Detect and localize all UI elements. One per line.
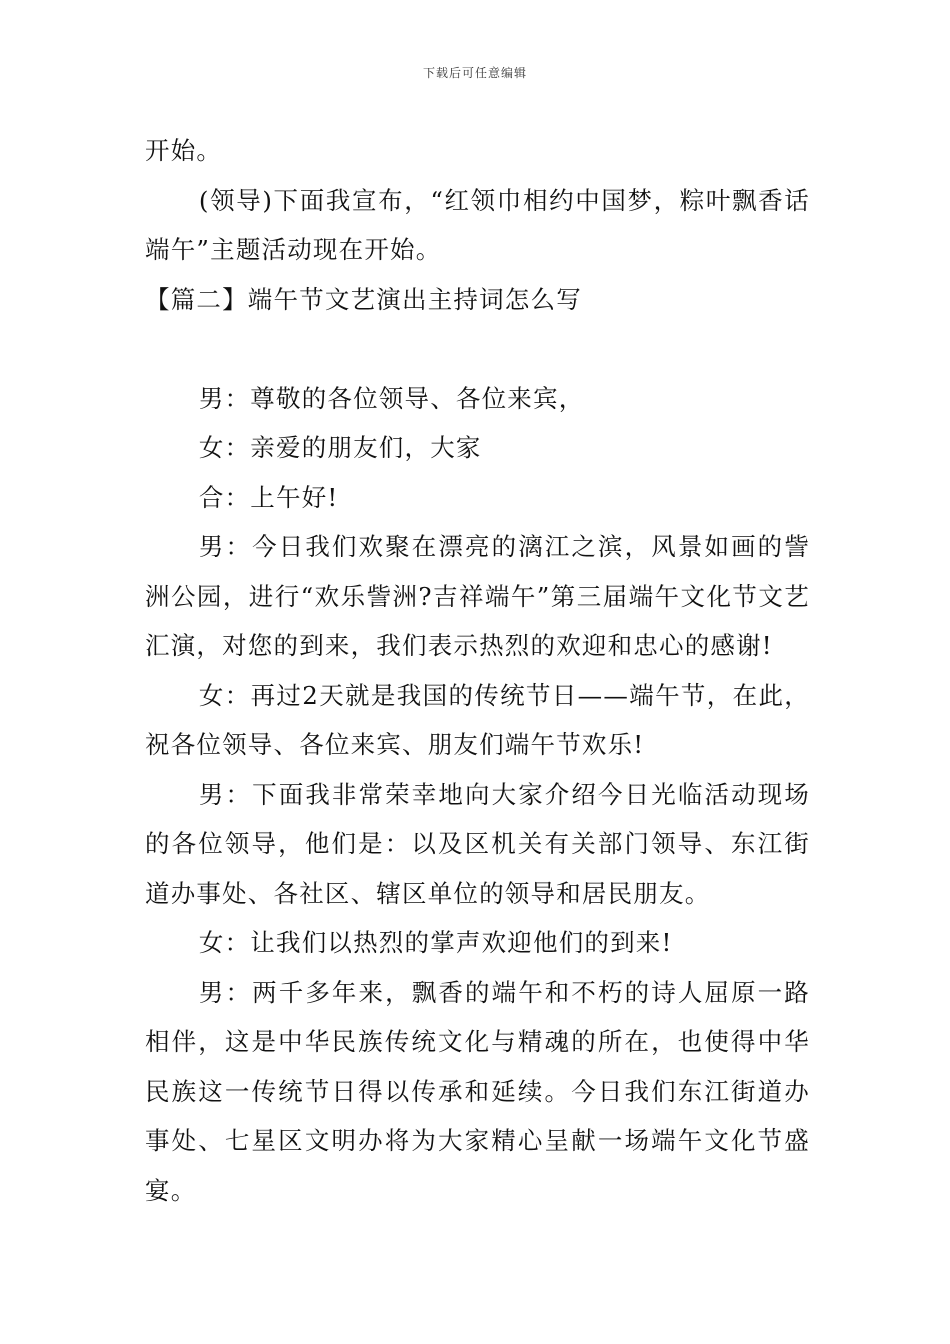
paragraph-dialogue: 女：再过2天就是我国的传统节日——端午节，在此，祝各位领导、各位来宾、朋友们端午节欢乐! [145,680,810,759]
paragraph-dialogue: 男：两千多年来，飘香的端午和不朽的诗人屈原一路相伴，这是中华民族传统文化与精魂的所在，也使得中华民族这一传统节日得以传承和延续。今日我们东江街道办事处、七星区文明办将为大家精心呈献一场端午文化节盛宴。 [145,977,810,1205]
paragraph-dialogue: 男：尊敬的各位领导、各位来宾， [198,383,585,413]
header-note: 下载后可任意编辑 [422,66,527,80]
paragraph-dialogue: 女：亲爱的朋友们，大家 [198,433,482,462]
paragraph-leader-announcement: (领导)下面我宣布，“红领巾相约中国梦，粽叶飘香话端午”主题活动现在开始。 [145,185,810,264]
paragraph-dialogue: 男：下面我非常荣幸地向大家介绍今日光临活动现场的各位领导，他们是：以及区机关有关部门领导、东江街道办事处、各社区、辖区单位的领导和居民朋友。 [145,779,810,908]
paragraph-dialogue: 合：上午好! [198,482,339,512]
paragraph-dialogue: 女：让我们以热烈的掌声欢迎他们的到来! [198,928,673,957]
section-heading: 【篇二】端午节文艺演出主持词怎么写 [145,284,582,314]
paragraph-dialogue: 男：今日我们欢聚在漂亮的漓江之滨，风景如画的訾洲公园，进行“欢乐訾洲?吉祥端午”第三届端午文化节文艺汇演，对您的到来，我们表示热烈的欢迎和忠心的感谢! [145,532,810,660]
paragraph-continuation: 开始。 [145,136,223,165]
document-body [145,126,810,1215]
blank-line [145,324,810,374]
